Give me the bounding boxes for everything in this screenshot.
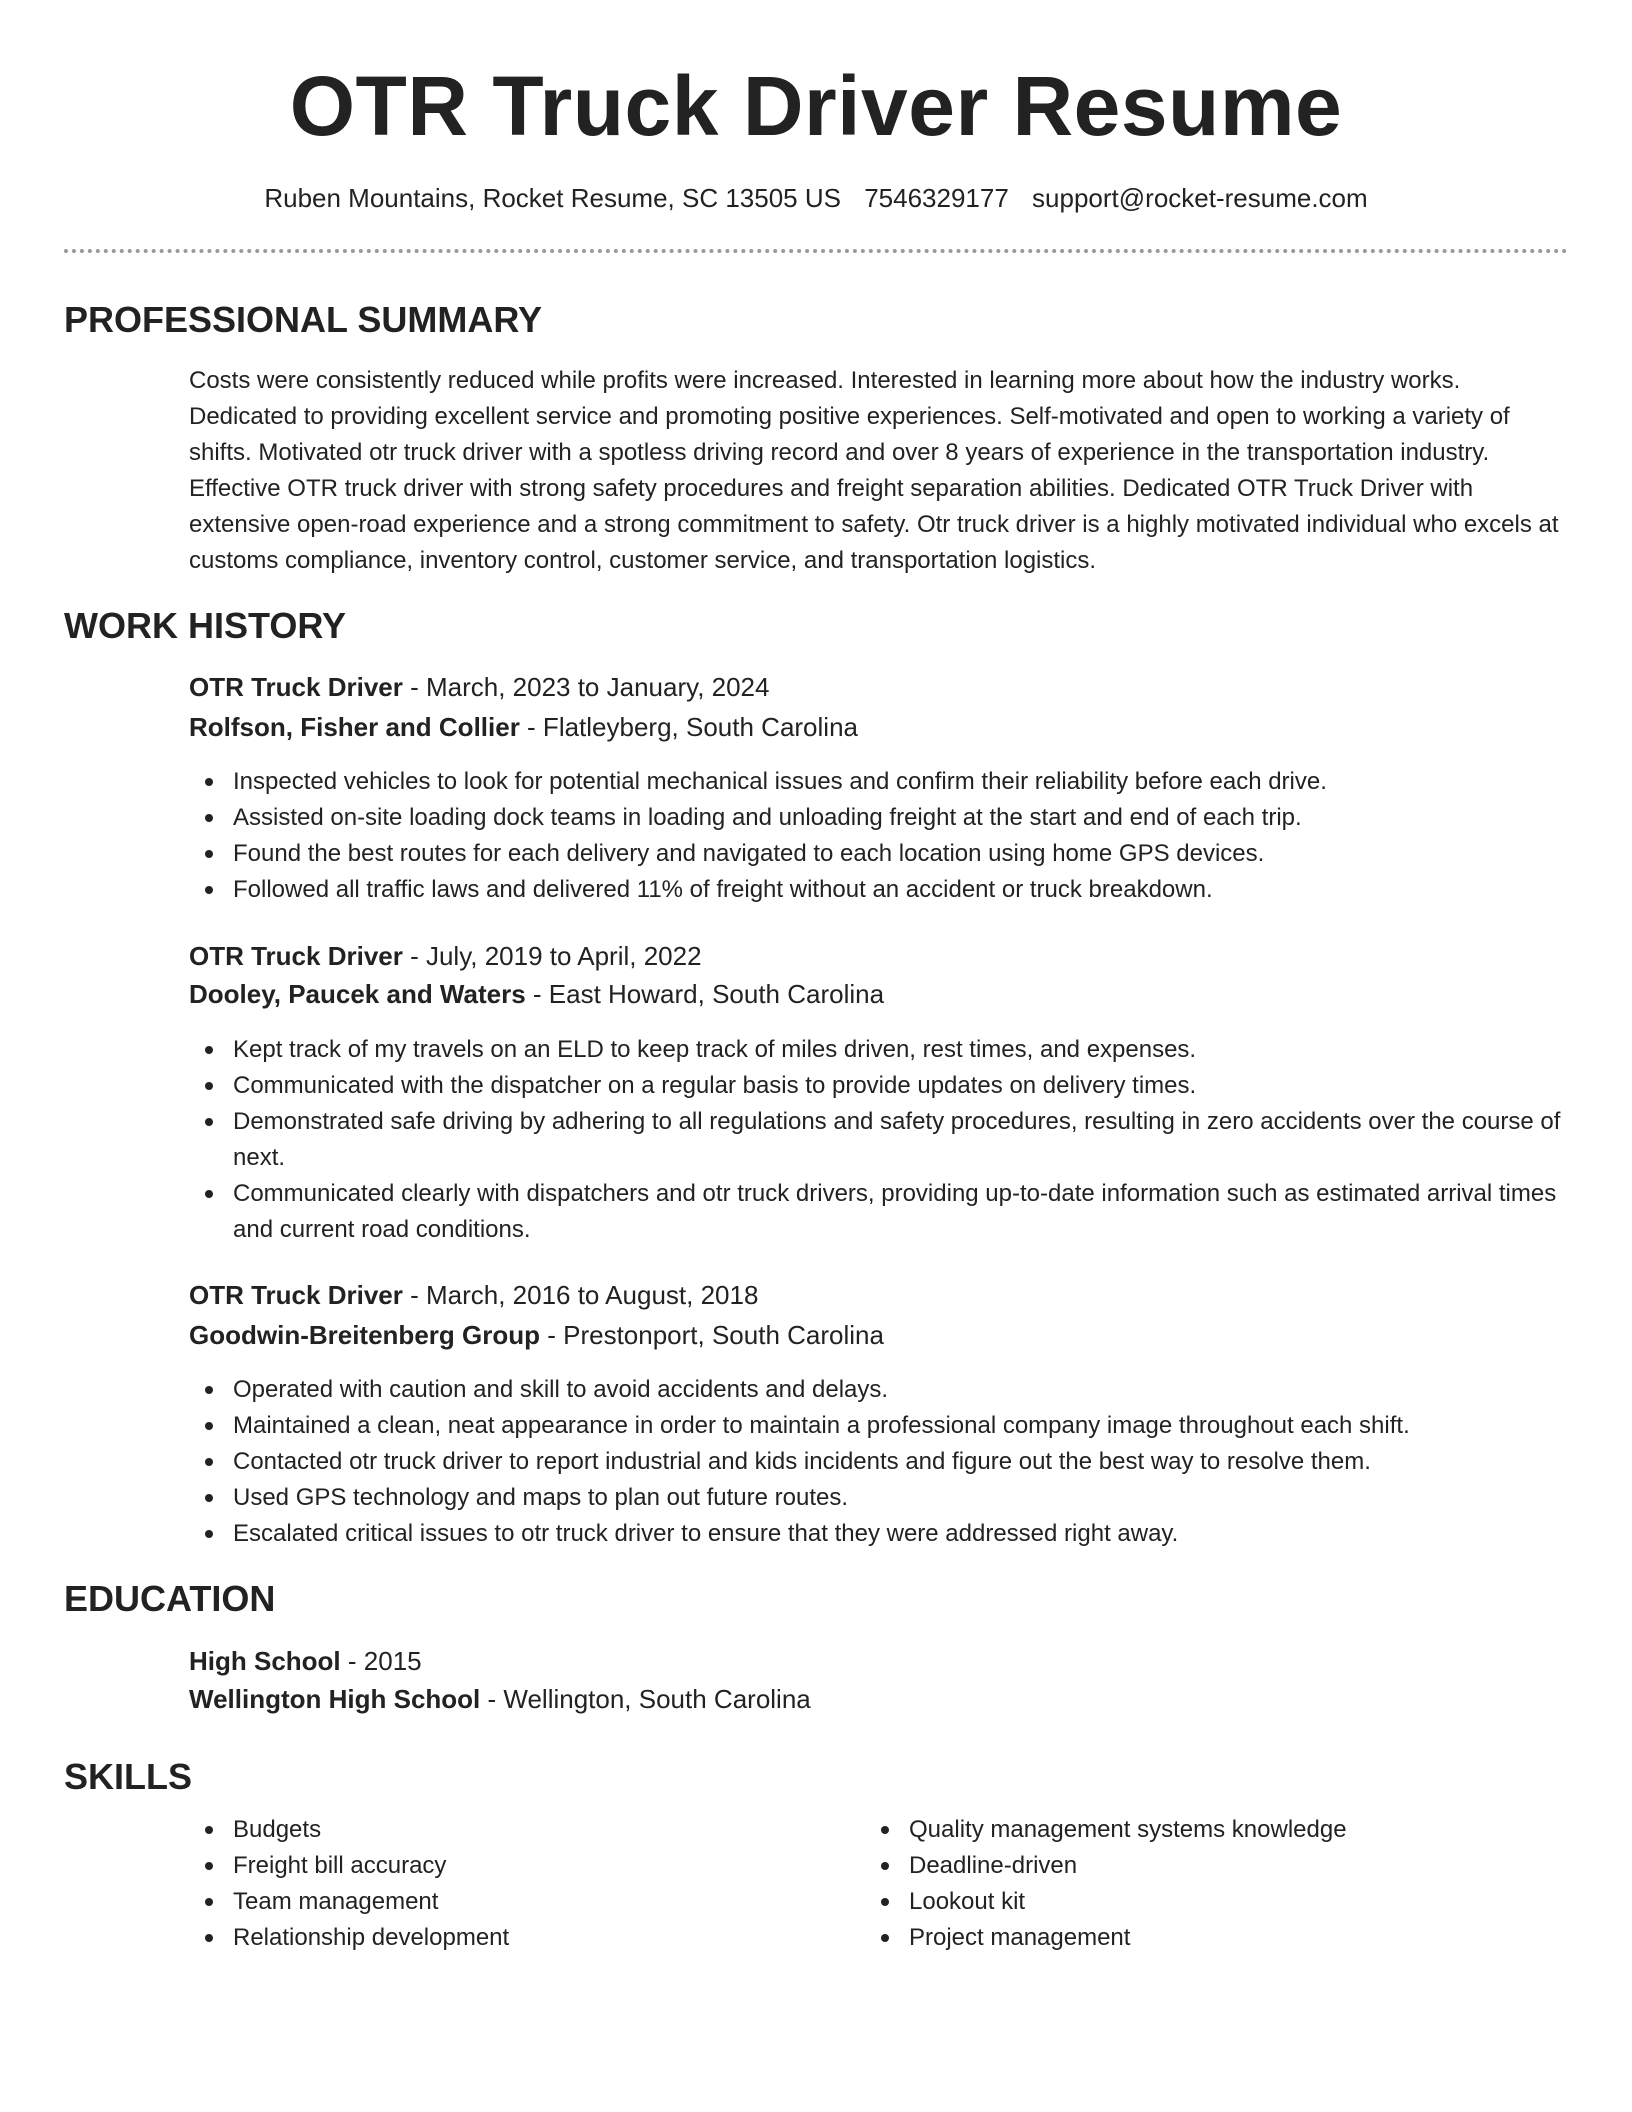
skills-heading: SKILLS (64, 1756, 193, 1797)
job-2-bullets (189, 1032, 1569, 1248)
list-item: Demonstrated safe driving by adhering to all regulations and safety procedures, resulting in zero accidents over the course of next. (189, 1104, 1569, 1176)
summary-heading: PROFESSIONAL SUMMARY (64, 299, 543, 340)
contact-address: Ruben Mountains, Rocket Resume, SC 13505 US (264, 183, 841, 213)
list-item: Quality management systems knowledge (865, 1812, 1505, 1848)
job-3-bullets (189, 1372, 1569, 1552)
education-school: Wellington High School (189, 1684, 481, 1714)
education-year: - 2015 (340, 1646, 422, 1676)
list-item: Maintained a clean, neat appearance in order to maintain a professional company image throughout each shift. (189, 1408, 1569, 1444)
education-heading: EDUCATION (64, 1578, 276, 1619)
job-1-title-line (189, 669, 769, 705)
list-item: Project management (865, 1920, 1505, 1956)
list-item: Followed all traffic laws and delivered 11% of freight without an accident or truck breakdown. (189, 872, 1569, 908)
list-item: Found the best routes for each delivery and navigated to each location using home GPS devices. (189, 836, 1569, 872)
list-item: Communicated clearly with dispatchers and otr truck drivers, providing up-to-date information such as estimated arrival times and current road conditions. (189, 1176, 1569, 1248)
list-item: Escalated critical issues to otr truck driver to ensure that they were addressed right away. (189, 1516, 1569, 1552)
education-location: - Wellington, South Carolina (480, 1684, 811, 1714)
education-degree: High School (189, 1646, 341, 1676)
job-2-location: - East Howard, South Carolina (525, 979, 885, 1009)
job-3-dates: - March, 2016 to August, 2018 (402, 1280, 759, 1310)
contact-line (0, 180, 1632, 216)
list-item: Lookout kit (865, 1884, 1505, 1920)
job-3-title-line (189, 1277, 758, 1313)
list-item: Assisted on-site loading dock teams in loading and unloading freight at the start and end of each trip. (189, 800, 1569, 836)
job-3-company-line (189, 1317, 884, 1353)
job-1-dates: - March, 2023 to January, 2024 (402, 672, 770, 702)
work-history-heading: WORK HISTORY (64, 605, 347, 646)
education-degree-line (189, 1643, 422, 1679)
job-1-company-line (189, 709, 858, 745)
list-item: Inspected vehicles to look for potential mechanical issues and confirm their reliability before each drive. (189, 764, 1569, 800)
job-1-bullets (189, 764, 1569, 908)
list-item: Operated with caution and skill to avoid accidents and delays. (189, 1372, 1569, 1408)
job-2-title: OTR Truck Driver (189, 941, 403, 971)
job-3-location: - Prestonport, South Carolina (540, 1320, 884, 1350)
job-3-title: OTR Truck Driver (189, 1280, 403, 1310)
job-2-title-line (189, 938, 702, 974)
job-1-company: Rolfson, Fisher and Collier (189, 712, 520, 742)
skills-list-right (865, 1812, 1505, 1956)
job-1-title: OTR Truck Driver (189, 672, 403, 702)
list-item: Kept track of my travels on an ELD to keep track of miles driven, rest times, and expenses. (189, 1032, 1569, 1068)
list-item: Communicated with the dispatcher on a regular basis to provide updates on delivery times. (189, 1068, 1569, 1104)
list-item: Budgets (189, 1812, 829, 1848)
list-item: Freight bill accuracy (189, 1848, 829, 1884)
contact-email: support@rocket-resume.com (1032, 183, 1368, 213)
list-item: Relationship development (189, 1920, 829, 1956)
list-item: Team management (189, 1884, 829, 1920)
job-2-dates: - July, 2019 to April, 2022 (402, 941, 702, 971)
job-1-location: - Flatleyberg, South Carolina (519, 712, 858, 742)
list-item: Deadline-driven (865, 1848, 1505, 1884)
page-title: OTR Truck Driver Resume (289, 59, 1343, 153)
list-item: Used GPS technology and maps to plan out future routes. (189, 1480, 1569, 1516)
contact-phone: 7546329177 (864, 183, 1009, 213)
summary-text: Costs were consistently reduced while profits were increased. Interested in learning more about how the industry works. Dedicated to providing excellent service and promoting positive experiences. Self-motivated and open to working a variety of shifts. Motivated otr truck driver with a spotless driving record and over 8 years of experience in the transportation industry. Effective OTR truck driver with strong safety procedures and freight separation abilities. Dedicated OTR Truck Driver with extensive open-road experience and a strong commitment to safety. Otr truck driver is a highly motivated individual who excels at customs compliance, inventory control, customer service, and transportation logistics. (189, 367, 1559, 574)
skills-list-left (189, 1812, 829, 1956)
list-item: Contacted otr truck driver to report industrial and kids incidents and figure out the best way to resolve them. (189, 1444, 1569, 1480)
job-3-company: Goodwin-Breitenberg Group (189, 1320, 540, 1350)
header-divider (64, 249, 1568, 253)
education-school-line (189, 1681, 811, 1717)
job-2-company-line (189, 976, 884, 1012)
job-2-company: Dooley, Paucek and Waters (189, 979, 526, 1009)
